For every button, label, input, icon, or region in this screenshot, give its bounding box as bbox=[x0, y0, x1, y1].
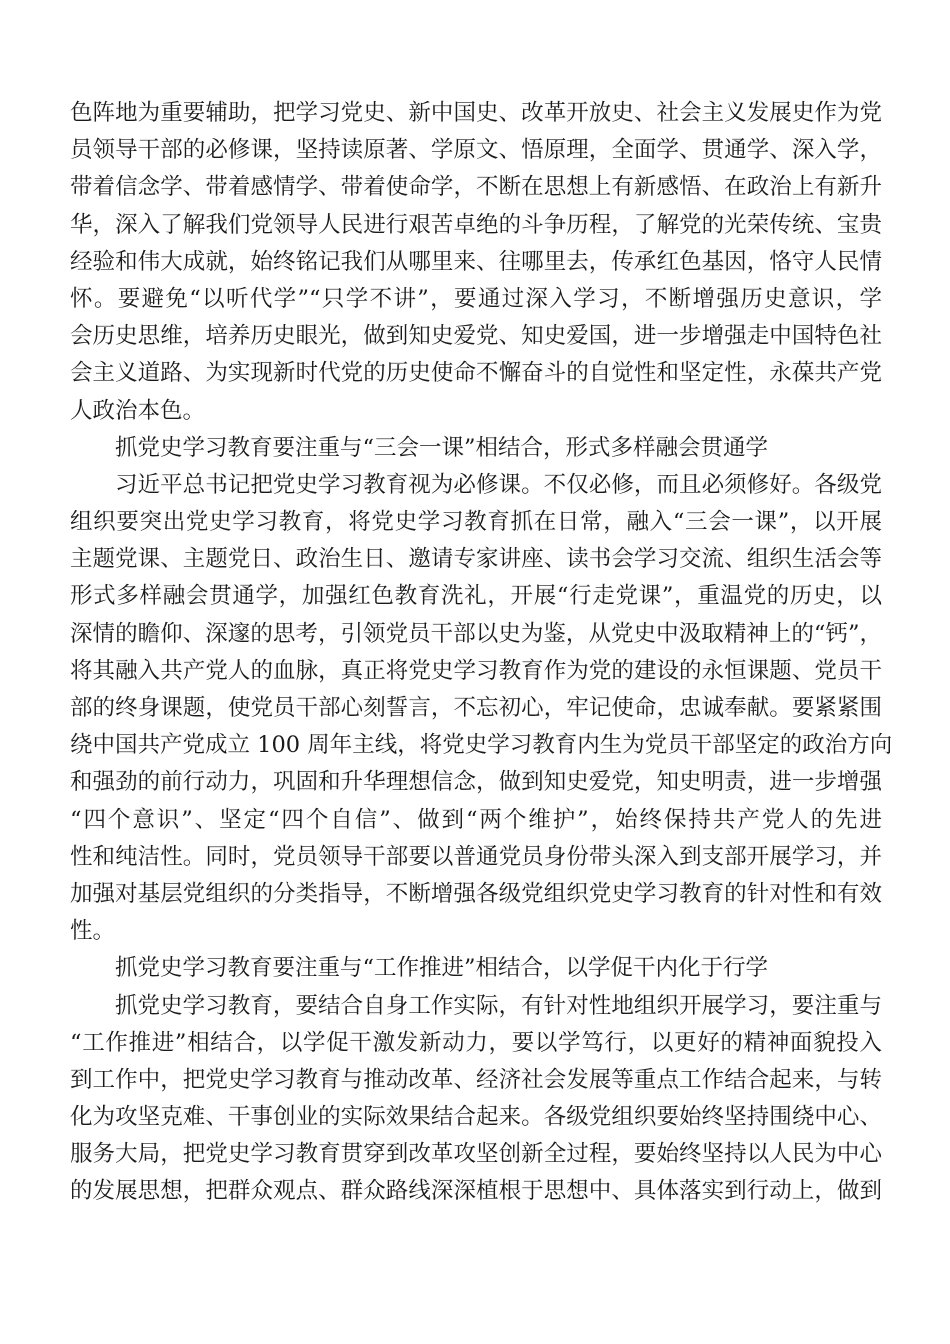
paragraph-line: 华，深入了解我们党领导人民进行艰苦卓绝的斗争历程，了解党的光荣传统、宝贵 bbox=[70, 211, 882, 238]
paragraph-line: 性和纯洁性。同时，党员领导干部要以普通党员身份带头深入到支部开展学习，并 bbox=[70, 843, 882, 870]
paragraph-line: 怀。要避免“以听代学”“只学不讲”，要通过深入学习，不断增强历史意识，学 bbox=[70, 285, 882, 312]
paragraph-line: 的发展思想，把群众观点、群众路线深深植根于思想中、具体落实到行动上，做到 bbox=[70, 1178, 882, 1205]
paragraph-line: 经验和伟大成就，始终铭记我们从哪里来、往哪里去，传承红色基因，恪守人民情 bbox=[70, 248, 882, 275]
paragraph-line: 员领导干部的必修课，坚持读原著、学原文、悟原理，全面学、贯通学、深入学， bbox=[70, 137, 882, 164]
paragraph-line: 到工作中，把党史学习教育与推动改革、经济社会发展等重点工作结合起来，与转 bbox=[70, 1066, 882, 1093]
paragraph-line: 服务大局，把党史学习教育贯穿到改革攻坚创新全过程，要始终坚持以人民为中心 bbox=[70, 1141, 882, 1168]
section-heading: 抓党史学习教育要注重与“三会一课”相结合，形式多样融会贯通学 bbox=[115, 434, 769, 461]
paragraph-line: 部的终身课题，使党员干部心刻誓言，不忘初心，牢记使命，忠诚奉献。要紧紧围 bbox=[70, 695, 882, 721]
document-body bbox=[70, 95, 893, 1211]
paragraph-line: 化为攻坚克难、干事创业的实际效果结合起来。各级党组织要始终坚持围绕中心、 bbox=[70, 1104, 882, 1131]
paragraph-line: 抓党史学习教育，要结合自身工作实际，有针对性地组织开展学习，要注重与 bbox=[115, 992, 882, 1019]
paragraph-line: 将其融入共产党人的血脉，真正将党史学习教育作为党的建设的永恒课题、党员干 bbox=[70, 657, 882, 684]
section-heading: 抓党史学习教育要注重与“工作推进”相结合，以学促干内化于行学 bbox=[115, 955, 769, 982]
paragraph-line: 人政治本色。 bbox=[70, 397, 206, 424]
paragraph-line: “工作推进”相结合，以学促干激发新动力，要以学笃行，以更好的精神面貌投入 bbox=[70, 1029, 882, 1056]
paragraph-line: 带着信念学、带着感情学、带着使命学，不断在思想上有新感悟、在政治上有新升 bbox=[70, 174, 882, 201]
paragraph-line: 会主义道路、为实现新时代党的历史使命不懈奋斗的自觉性和坚定性，永葆共产党 bbox=[70, 360, 882, 387]
paragraph-line: 形式多样融会贯通学，加强红色教育洗礼，开展“行走党课”，重温党的历史，以 bbox=[70, 583, 882, 610]
paragraph-line: 会历史思维，培养历史眼光，做到知史爱党、知史爱国，进一步增强走中国特色社 bbox=[70, 323, 882, 350]
paragraph-line: 深情的瞻仰、深邃的思考，引领党员干部以史为鉴，从党史中汲取精神上的“钙”， bbox=[70, 620, 882, 647]
paragraph-line: “四个意识”、坚定“四个自信”、做到“两个维护”，始终保持共产党人的先进 bbox=[70, 806, 882, 833]
paragraph-line: 性。 bbox=[70, 918, 116, 945]
paragraph-line: 习近平总书记把党史学习教育视为必修课。不仅必修，而且必须修好。各级党 bbox=[115, 471, 882, 498]
paragraph-line: 和强劲的前行动力，巩固和升华理想信念，做到知史爱党，知史明责，进一步增强 bbox=[70, 769, 882, 796]
paragraph-line: 组织要突出党史学习教育，将党史学习教育抓在日常，融入“三会一课”，以开展 bbox=[70, 509, 882, 536]
paragraph-line: 加强对基层党组织的分类指导，不断增强各级党组织党史学习教育的针对性和有效 bbox=[70, 880, 882, 907]
paragraph-line: 绕中国共产党成立 100 周年主线，将党史学习教育内生为党员干部坚定的政治方向 bbox=[70, 732, 893, 759]
paragraph-line: 色阵地为重要辅助，把学习党史、新中国史、改革开放史、社会主义发展史作为党 bbox=[70, 100, 882, 126]
paragraph-line: 主题党课、主题党日、政治生日、邀请专家讲座、读书会学习交流、组织生活会等 bbox=[70, 546, 882, 573]
